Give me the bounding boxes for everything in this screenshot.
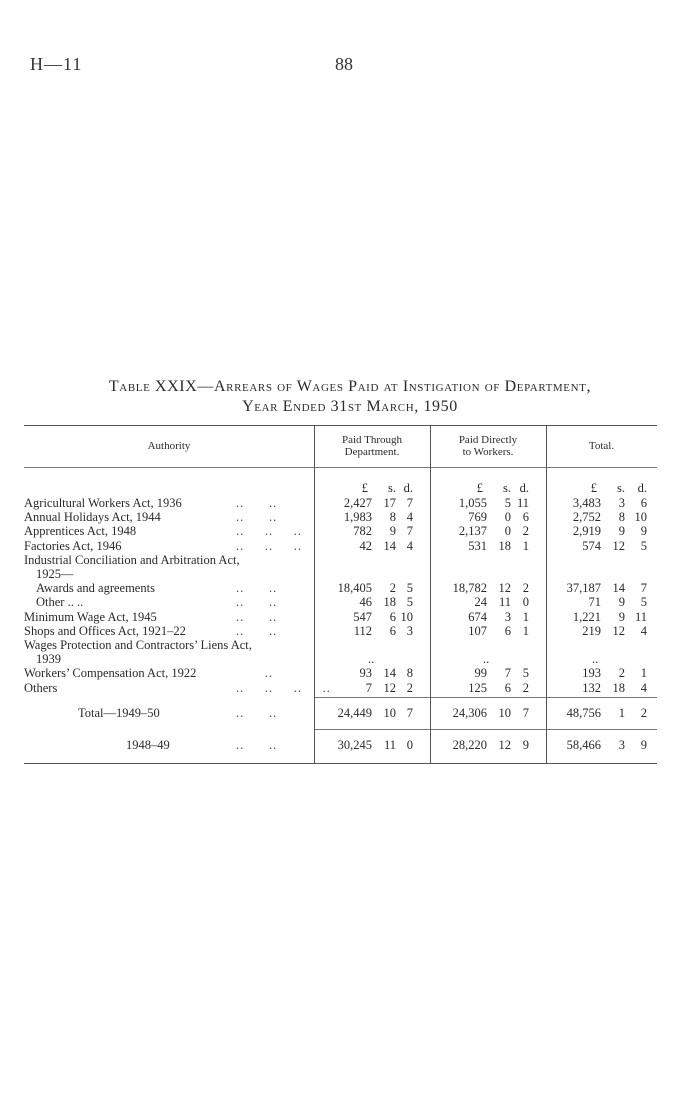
amount-pounds: 674 [468,609,487,624]
leader-dots: .. .. [236,510,278,525]
table-row [0,524,700,538]
amount-pence: 2 [522,680,529,695]
table-row [0,553,700,567]
amount-pounds: 2,752 [572,510,601,525]
amount-pounds: 18,782 [452,581,487,596]
amount-shillings: 9 [618,609,625,624]
amount-shillings: 12 [498,738,511,752]
amount-pence: 1 [640,666,647,681]
amount-shillings: 2 [618,666,625,681]
amount-shillings: 1 [618,706,625,720]
amount-pounds: 58,466 [566,738,601,752]
amount-pence: 7 [640,581,647,596]
amount-shillings: 0 [504,524,511,539]
amount-shillings: 14 [612,581,625,596]
amount-pounds: 7 [365,680,372,695]
amount-pounds: 46 [359,595,372,610]
total-row [0,706,700,720]
table-title-line2: Year Ended 31st March, 1950 [242,398,458,415]
unit-pounds: £ [476,481,483,495]
amount-shillings: 18 [612,680,625,695]
amount-shillings: 8 [389,510,396,525]
unit-shillings: s. [617,481,625,495]
row-label: Others [24,680,58,695]
amount-pounds: 574 [582,538,601,553]
header-rule [24,467,657,468]
amount-pounds: 24,449 [337,706,372,720]
amount-pence: 4 [640,680,647,695]
total-rule-mid [314,729,657,730]
amount-pounds: 2,427 [343,496,372,510]
row-label: Apprentices Act, 1948 [24,524,137,539]
col-head-paid-through-line1: Paid Through [342,434,402,446]
amount-shillings: 14 [383,538,396,553]
amount-pence: 5 [640,538,647,553]
row-label: Factories Act, 1946 [24,538,122,553]
amount-pence: 0 [406,738,413,752]
amount-pounds: 3,483 [572,496,601,510]
bottom-rule [24,763,657,764]
amount-shillings: 11 [498,595,511,610]
amount-pounds: 782 [353,524,372,539]
amount-pence: 0 [522,595,529,610]
amount-pence: 10 [400,609,413,624]
amount-pence: 1 [522,538,529,553]
table-row [0,539,700,553]
row-label: Annual Holidays Act, 1944 [24,510,161,525]
amount-shillings: 3 [618,738,625,752]
amount-shillings: 5 [504,496,511,510]
amount-pounds: 769 [468,510,487,525]
amount-pence: 1 [522,609,529,624]
amount-pounds: 125 [468,680,487,695]
amount-pence: 4 [640,623,647,638]
amount-pence: 9 [522,738,529,752]
amount-pence: 6 [522,510,529,525]
amount-shillings: 12 [498,581,511,596]
amount-shillings: 17 [383,496,396,510]
amount-pounds: 18,405 [337,581,372,596]
amount-pounds: 193 [582,666,601,681]
amount-pounds: 1,221 [572,609,601,624]
amount-shillings: 8 [618,510,625,525]
col-head-paid-directly-line2: to Workers. [462,446,514,458]
empty-cell-dots: .. [368,652,375,667]
amount-pence: 11 [516,496,529,510]
amount-pence: 1 [522,623,529,638]
leader-dots: .. .. [236,623,278,638]
amount-shillings: 18 [498,538,511,553]
amount-pence: 4 [406,510,413,525]
amount-shillings: 3 [618,496,625,510]
empty-cell-dots: .. [483,652,490,667]
table-title-line1: Table XXIX—Arrears of Wages Paid at Instigation of Department, [108,378,592,395]
row-label: Other .. .. [36,595,84,610]
amount-pounds: 132 [582,680,601,695]
amount-pounds: 93 [359,666,372,681]
amount-shillings: 7 [504,666,511,681]
amount-shillings: 2 [389,581,396,596]
empty-cell-dots: .. [592,652,599,667]
leader-dots: .. .. .. [236,524,302,539]
leader-dots: .. .. [236,738,278,752]
page-number: 88 [335,54,353,74]
row-label: Awards and agreements [36,581,155,596]
amount-pounds: 1,055 [458,496,487,510]
amount-pounds: 1,983 [343,510,372,525]
amount-pounds: 48,756 [566,706,601,720]
amount-shillings: 14 [383,666,396,681]
leader-dots: .. .. .. [236,538,302,553]
row-label: Total—1949–50 [78,706,160,720]
amount-pounds: 531 [468,538,487,553]
amount-pence: 2 [640,706,647,720]
row-label: 1925— [36,567,74,581]
amount-pounds: 107 [468,623,487,638]
col-head-paid-through-line2: Department. [344,446,400,458]
amount-shillings: 6 [504,623,511,638]
amount-shillings: 9 [389,524,396,539]
amount-pence: 2 [522,581,529,596]
table-row [0,681,700,695]
table-row [0,510,700,524]
amount-pence: 3 [406,623,413,638]
amount-pence: 11 [634,609,647,624]
amount-pounds: 2,919 [572,524,601,539]
amount-pence: 2 [522,524,529,539]
amount-pounds: 37,187 [566,581,601,596]
amount-pence: 7 [406,706,413,720]
total-row [0,738,700,752]
amount-pounds: 42 [359,538,372,553]
amount-pounds: 99 [474,666,487,681]
table-row [0,581,700,595]
col-head-paid-directly-line1: Paid Directly [458,434,518,446]
amount-pounds: 28,220 [452,738,487,752]
col-head-paid-through [314,434,430,458]
leader-dots: .. .. [236,595,278,610]
unit-pence: d. [403,481,413,495]
total-rule-top [314,697,657,698]
amount-pence: 8 [406,666,413,681]
amount-pounds: 112 [353,623,372,638]
leader-dots: .. .. .. .. [236,680,331,695]
amount-pounds: 219 [582,623,601,638]
table-row [0,624,700,638]
amount-pence: 4 [406,538,413,553]
amount-pounds: 547 [353,609,372,624]
amount-shillings: 10 [383,706,396,720]
amount-pence: 10 [634,510,647,525]
amount-shillings: 12 [383,680,396,695]
amount-shillings: 3 [504,609,511,624]
amount-pence: 5 [406,581,413,596]
amount-shillings: 12 [612,623,625,638]
amount-shillings: 10 [498,706,511,720]
amount-pounds: 30,245 [337,738,372,752]
unit-shillings: s. [503,481,511,495]
document-code: H—11 [30,54,83,74]
unit-pence: d. [519,481,529,495]
amount-pence: 6 [640,496,647,510]
amount-shillings: 0 [504,510,511,525]
amount-pounds: 2,137 [458,524,487,539]
amount-shillings: 18 [383,595,396,610]
amount-shillings: 6 [504,680,511,695]
table-row [0,652,700,666]
amount-shillings: 6 [389,609,396,624]
table-row [0,595,700,609]
table-row [0,638,700,652]
amount-pence: 9 [640,738,647,752]
unit-pence: d. [637,481,647,495]
unit-pounds: £ [361,481,368,495]
amount-pounds: 24 [474,595,487,610]
row-label: Wages Protection and Contractors’ Liens Act, [24,638,252,652]
row-label: Agricultural Workers Act, 1936 [24,496,182,510]
row-label: Workers’ Compensation Act, 1922 [24,666,197,681]
amount-pence: 5 [406,595,413,610]
col-head-paid-directly [430,434,546,458]
amount-pence: 9 [640,524,647,539]
table-row [0,496,700,510]
table-row [0,567,700,581]
row-label: 1948–49 [126,738,170,752]
amount-shillings: 9 [618,524,625,539]
leader-dots: .. .. [236,706,278,720]
amount-pence: 7 [406,524,413,539]
row-label: Minimum Wage Act, 1945 [24,609,157,624]
amount-shillings: 6 [389,623,396,638]
unit-pounds: £ [590,481,597,495]
table-row [0,610,700,624]
col-head-total: Total. [588,440,615,452]
leader-dots: .. .. [236,496,278,510]
amount-pence: 7 [522,706,529,720]
leader-dots: .. .. [236,581,278,596]
row-label: Shops and Offices Act, 1921–22 [24,623,186,638]
amount-pence: 5 [522,666,529,681]
row-label: Industrial Conciliation and Arbitration Act, [24,552,240,567]
leader-dots: .. [236,666,274,681]
unit-shillings: s. [388,481,396,495]
amount-pence: 2 [406,680,413,695]
row-label: 1939 [36,652,61,667]
amount-shillings: 12 [612,538,625,553]
col-head-authority: Authority [147,440,191,452]
amount-pounds: 71 [588,595,601,610]
amount-shillings: 11 [383,738,396,752]
amount-shillings: 9 [618,595,625,610]
amount-pence: 5 [640,595,647,610]
amount-pounds: 24,306 [452,706,487,720]
top-rule [24,425,657,426]
leader-dots: .. .. [236,609,278,624]
table-row [0,666,700,680]
amount-pence: 7 [406,496,413,510]
